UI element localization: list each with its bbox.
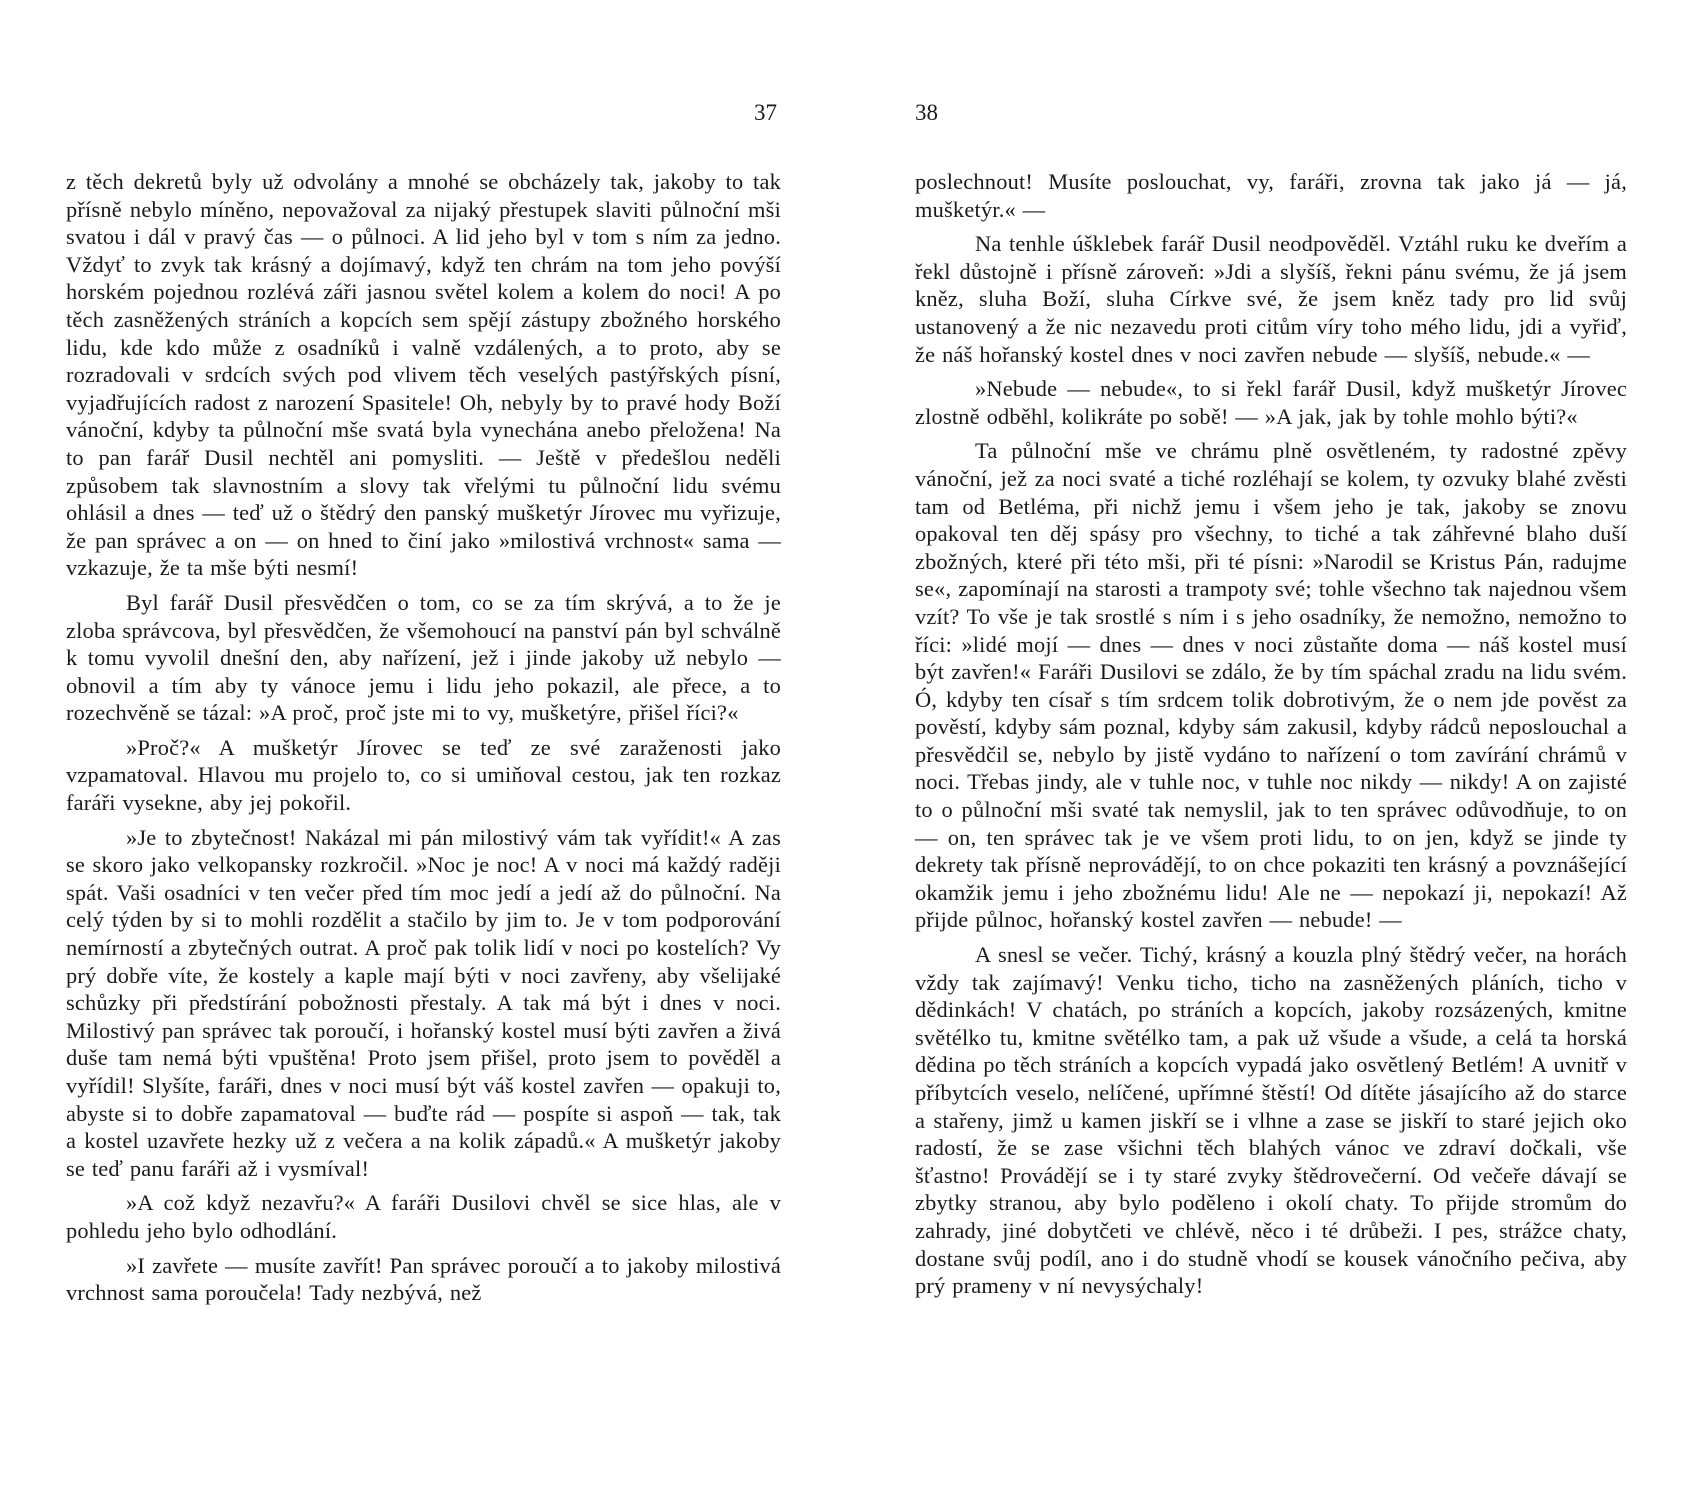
paragraph: A snesl se večer. Tichý, krásný a kouzla plný štědrý večer, na horách vždy tak zajímavý! Venku ticho, ticho na zasněžených pláních, ticho v dědinkách! V chatách, po stráních a kopcích, jakoby rozsázených, kmitne světélko tu, kmitne světélko tam, a pak už všude a všude, a celá ta horská dědina po těch stráních a kopcích vypadá jako osvětlený Betlém! A uvnitř v příbytcích veselo, nelíčené, upřímné štěstí! Od dítěte jásajícího až do starce a stařeny, jimž u kamen jiskří se i vlhne a zase se jiskří to staré jejich oko radostí, že se zase všichni těch blahých vánoc ve zdraví dočkali, vše šťastno! Provádějí se i ty staré zvyky štědrovečerní. Od večeře dávají se zbytky stranou, aby bylo poděleno i okolí chaty. To přijde stromům do zahrady, jiné dobytčeti ve chlévě, něco i té drůbeži. I pes, strážce chaty, dostane svůj podíl, ano i do studně vhodí se kousek vánočního pečiva, aby prý prameny v ní nevysýchaly! [915,942,1627,1299]
page-number: 38 [915,100,938,125]
paragraph: »I zavřete — musíte zavřít! Pan správec poroučí a to jakoby milostivá vrchnost sama poroučela! Tady nezbývá, než [66,1252,781,1306]
page-text [915,168,1627,1300]
paragraph: »Je to zbytečnost! Nakázal mi pán milostivý vám tak vyřídit!« A zas se skoro jako velkopansky rozkročil. »Noc je noc! A v noci má každý raději spát. Vaši osadníci v ten večer před tím moc jedí a jedí až do půlnoční. Na celý týden by si to mohli rozdělit a stačilo by jim to. Je v tom podporování nemírností a zbytečných outrat. A proč pak tolik lidí v noci po kostelích? Vy prý dobře víte, že kostely a kaple mají býti v noci zavřeny, aby všelijaké schůzky při předstírání pobožnosti přestaly. A tak má být i dnes v noci. Milostivý pan správec tak poroučí, i hořanský kostel musí býti zavřen a živá duše tam nemá býti vpuštěna! Proto jsem přišel, proto jsem to pověděl a vyřídil! Slyšíte, faráři, dnes v noci musí být váš kostel zavřen — opakuji to, abyste si to dobře zapamatoval — buďte rád — pospíte si aspoň — tak, tak a kostel uzavřete hezky už z večera a na kolik západů.« A mušketýr jakoby se teď panu faráři až i vysmíval! [66,824,781,1181]
paragraph: Byl farář Dusil přesvědčen o tom, co se za tím skrývá, a to že je zloba správcova, byl přesvědčen, že všemohoucí na panství pán byl schválně k tomu vyvolil dnešní den, aby nařízení, jež i jinde jakoby už nebylo — obnovil a tím aby ty vánoce jemu i lidu jeho pokazil, ale přece, a to rozechvěně se tázal: »A proč, proč jste mi to vy, mušketýre, přišel říci?« [66,589,781,726]
paragraph: z těch dekretů byly už odvolány a mnohé se obcházely tak, jakoby to tak přísně nebylo míněno, nepovažoval za nijaký přestupek slaviti půlnoční mši svatou i dál v pravý čas — o půlnoci. A lid jeho byl v tom s ním za jedno. Vždyť to zvyk tak krásný a dojímavý, když ten chrám na tom jeho povýší horském pojednou rozlévá záři jasnou světel kolem a kolem do noci! A po těch zasněžených stráních a kopcích sem spějí zástupy zbožného horského lidu, kde kdo může z osadníků i valně vzdálených, a to proto, aby se rozradovali v srdcích svých pod vlivem těch veselých pastýřských písní, vyjadřujících radost z narození Spasitele! Oh, nebyly by to pravé hody Boží vánoční, kdyby ta půlnoční mše svatá byla vynechána anebo přeložena! Na to pan farář Dusil nechtěl ani pomysliti. — Ještě v předešlou neděli způsobem tak slavnostním a slovy tak vřelými tu půlnoční lidu svému ohlásil a dnes — teď už o štědrý den panský mušketýr Jírovec mu vyřizuje, že pan správec a on — on hned to činí jako »milostivá vrchnost« sama — vzkazuje, že ta mše býti nesmí! [66,169,781,581]
paragraph: poslechnout! Musíte poslouchat, vy, faráři, zrovna tak jako já — já, mušketýr.« — [915,169,1627,222]
paragraph: Na tenhle úšklebek farář Dusil neodpověděl. Vztáhl ruku ke dveřím a řekl důstojně i přísně zároveň: »Jdi a slyšíš, řekni pánu svému, že já jsem kněz, sluha Boží, sluha Církve své, že jsem kněz tady pro lid svůj ustanovený a že nic nezavedu proti citům víry toho mého lidu, jdi a vyřiď, že náš hořanský kostel dnes v noci zavřen nebude — slyšíš, nebude.« — [915,231,1627,367]
page-text [66,168,781,1307]
paragraph: »Nebude — nebude«, to si řekl farář Dusil, když mušketýr Jírovec zlostně odběhl, kolikráte po sobě! — »A jak, jak by tohle mohlo býti?« [915,376,1627,429]
paragraph: Ta půlnoční mše ve chrámu plně osvětleném, ty radostné zpěvy vánoční, jež za noci svaté a tiché rozléhají se kolem, ty ozvuky blahé zvěsti tam od Betléma, při nichž jemu i všem jeho je tak, jakoby se znovu opakoval ten děj spásy pro všechny, to tiché a tak záhřevné blaho duší zbožných, které při této mši, při té písni: »Narodil se Kristus Pán, radujme se«, zapomínají na starosti a trampoty své; tohle všechno tak najednou všem vzít? To vše je tak srostlé s ním i s jeho osadníky, že nemožno, nemožno to říci: »lidé mojí — dnes — dnes v noci zůstaňte doma — náš kostel musí být zavřen!« Faráři Dusilovi se zdálo, že by tím spáchal zradu na lidu svém. Ó, kdyby ten císař s tím srdcem tolik dobrotivým, že o nem jde pověst za pověstí, kdyby sám poznal, kdyby sám zakusil, kdyby rádců neposlouchal a přesvědčil se, nebylo by jistě vydáno to nařízení o tom zavírání chrámů v noci. Třebas jindy, ale v tuhle noc, v tuhle noc nikdy — nikdy! A on zajisté to o půlnoční mši svaté tak nemyslil, jak to ten správec odůvodňuje, to on — on, ten správec tak je ve všem proti lidu, to on jen, když se jinde ty dekrety tak přísně neprovádějí, to on chce pokaziti ten krásný a povznášející okamžik jemu i jeho zbožnému lidu! Ale ne — nepokazí ji, nepokazí! Až přijde půlnoc, hořanský kostel zavřen — nebude! — [915,438,1627,933]
page-number: 37 [754,100,777,125]
paragraph: »Proč?« A mušketýr Jírovec se teď ze své zaraženosti jako vzpamatoval. Hlavou mu projelo to, co si umiňoval cestou, jak ten rozkaz faráři vysekne, aby jej pokořil. [66,734,781,816]
paragraph: »A což když nezavřu?« A faráři Dusilovi chvěl se sice hlas, ale v pohledu jeho bylo odhodlání. [66,1190,781,1243]
